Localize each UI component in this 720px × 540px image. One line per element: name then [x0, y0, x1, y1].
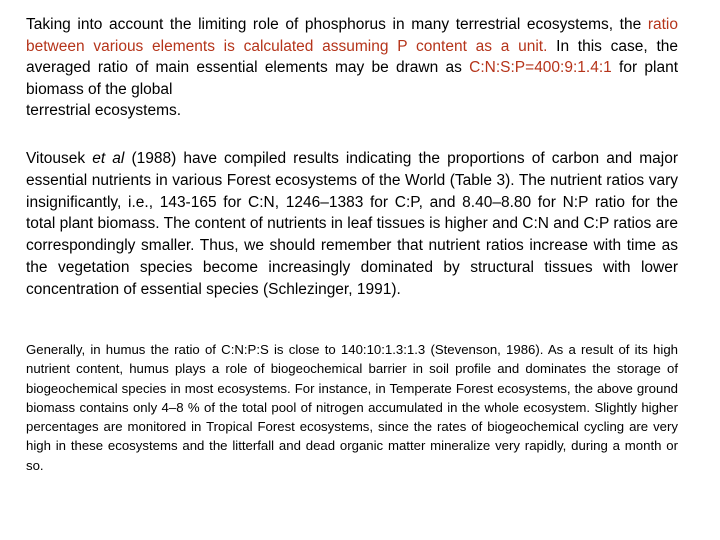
- p2-italic-et-al: et al: [92, 150, 125, 167]
- p1-text-1: Taking into account the limiting role of phosphorus in many terrestrial ecosystems, the: [26, 16, 648, 33]
- p1-highlight-ratio-value: C:N:S:P=400:9:1.4:1: [469, 59, 612, 77]
- p1-highlight-ratio-definition: ratio between various elements is calculated assuming P content as a unit.: [26, 16, 678, 55]
- paragraph-humus: Generally, in humus the ratio of C:N:P:S is close to 140:10:1.3:1.3 (Stevenson, 1986). As a result of its high nutrient content, humus plays a role of biogeochemical barrier in soil profile and dominates the storage of biogeochemical species in most ecosystems. For instance, in Temperate Forest ecosystems, the above ground biomass contains only 4–8 % of the total pool of nitrogen accumulated in the whole ecosystem. Slightly higher percentages are monitored in Tropical Forest ecosystems, since the rates of biogeochemical cycling are very high in these ecosystems and the litterfall and dead organic matter mineralize very rapidly, during a month or so.: [26, 342, 678, 473]
- p1-text-2: In this case, the averaged ratio of main essential elements may be drawn as: [26, 37, 678, 77]
- paragraph-vitousek: [26, 148, 678, 301]
- paragraph-phosphorus-ratio: [26, 14, 678, 122]
- p2-text-2: (1988) have compiled results indicating the proportions of carbon and major essential nutrients in various Forest ecosystems of the World (Table 3). The nutrient ratios vary insignificantly, i.e., 143-165 for C:N, 1246–1383 for C:P, and 8.40–8.80 for N:P ratio for the total plant biomass. The content of nutrients in leaf tissues is higher and C:N and C:P ratios are correspondingly smaller. Thus, we should remember that nutrient ratios increase with time as the vegetation species become increasingly dominated by structural tissues with lower concentration of essential species (Schlezinger, 1991).: [26, 150, 678, 298]
- p1-text-4: terrestrial ecosystems.: [26, 102, 182, 120]
- p2-text-1: Vitousek: [26, 150, 93, 167]
- p1-text-3: for plant biomass of the global: [26, 59, 678, 98]
